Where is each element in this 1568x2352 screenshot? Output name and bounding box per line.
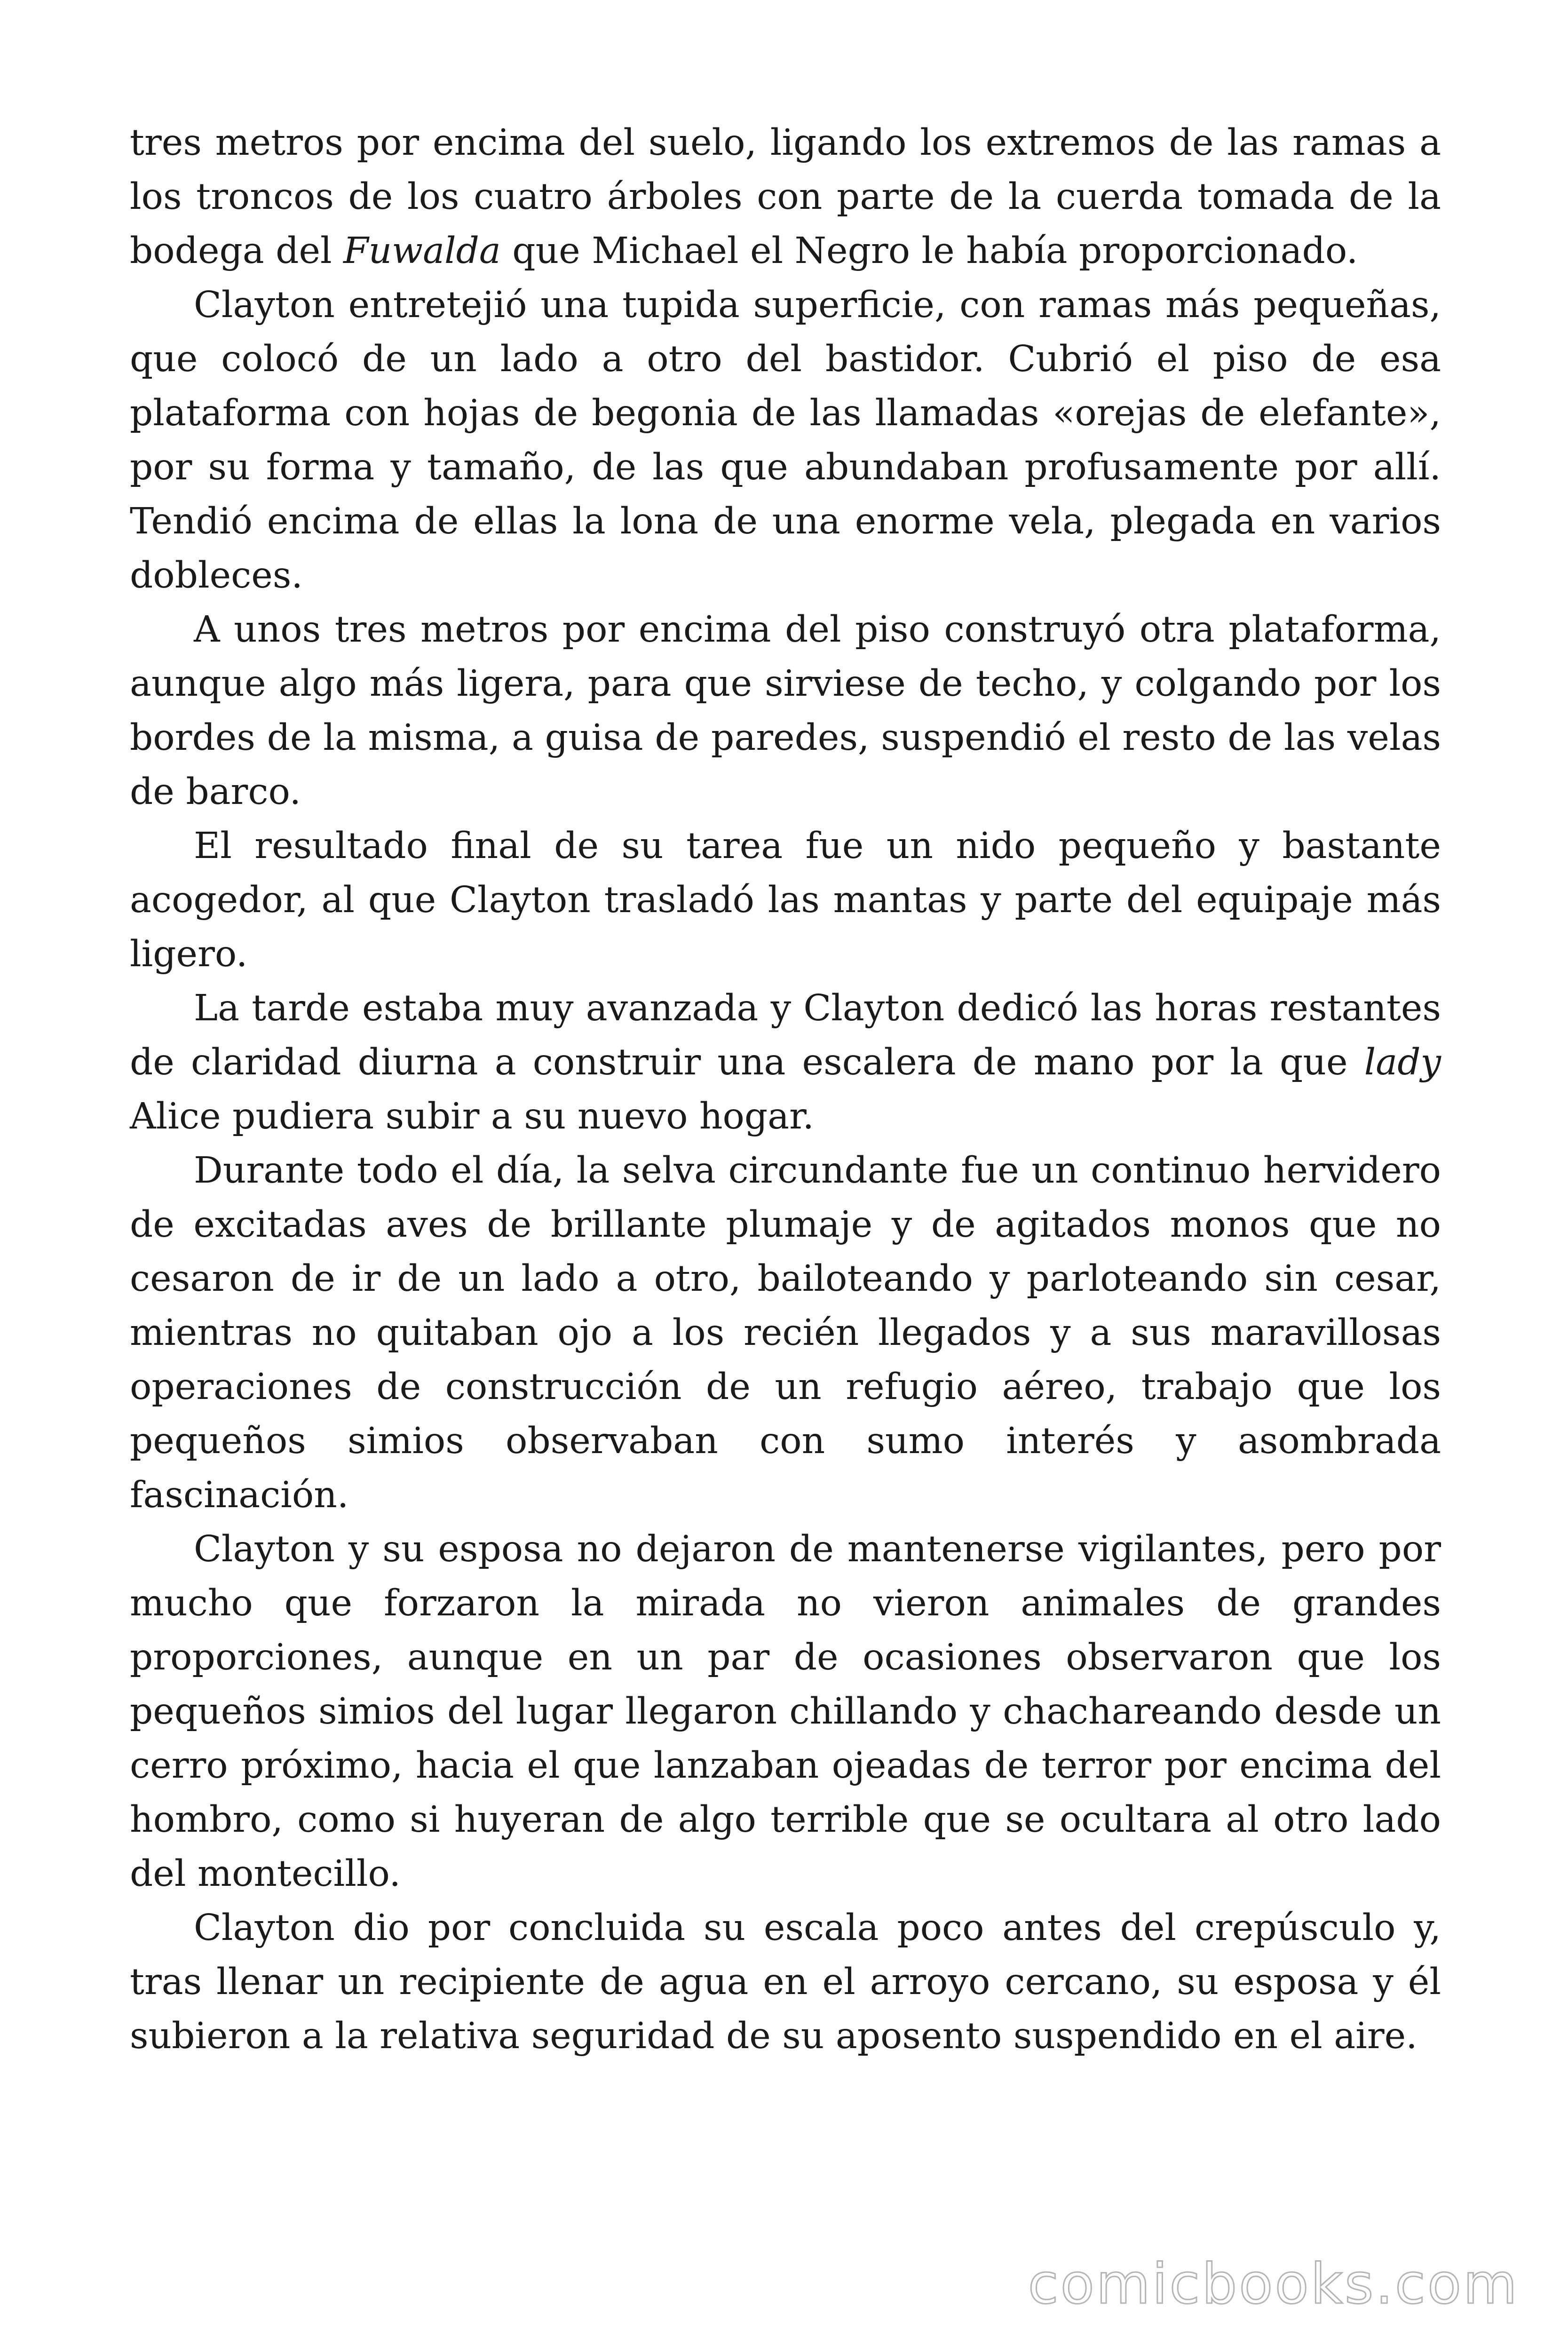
text-segment: La tarde estaba muy avanzada y Clayton dedicó las horas restantes de claridad diurna a construir una escalera de mano por la que <box>130 987 1441 1083</box>
paragraph <box>130 278 1441 603</box>
paragraph <box>130 981 1441 1144</box>
paragraph <box>130 116 1441 278</box>
text-segment: Durante todo el día, la selva circundante fue un continuo hervidero de excitadas aves de brillante plumaje y de agitados monos que no cesaron de ir de un lado a otro, bailoteando y parloteando sin cesar, mientras no quitaban ojo a los recién llegados y a sus maravillosas operaciones de construcción de un refugio aéreo, trabajo que los pequeños simios observaban con sumo interés y asombrada fascinación. <box>130 1150 1441 1516</box>
italic-ship-name: Fuwalda <box>343 230 501 272</box>
paragraph <box>130 1144 1441 1522</box>
paragraph <box>130 1522 1441 1901</box>
book-page-text <box>130 116 1441 2063</box>
watermark: comicbooks.com <box>1028 2251 1519 2316</box>
paragraph <box>130 819 1441 981</box>
paragraph <box>130 603 1441 819</box>
text-segment: Clayton dio por concluida su escala poco antes del crepúsculo y, tras llenar un recipiente de agua en el arroyo cercano, su esposa y él subieron a la relativa seguridad de su aposento suspendido en el aire. <box>130 1907 1441 2057</box>
italic-title-word: lady <box>1364 1041 1441 1083</box>
text-segment: A unos tres metros por encima del piso construyó otra plataforma, aunque algo más ligera, para que sirviese de techo, y colgando por los bordes de la misma, a guisa de paredes, suspendió el resto de las velas de barco. <box>130 609 1441 813</box>
text-segment: El resultado final de su tarea fue un nido pequeño y bastante acogedor, al que Clayton trasladó las mantas y parte del equipaje más ligero. <box>130 825 1441 975</box>
text-segment: que Michael el Negro le había proporcionado. <box>500 230 1358 272</box>
paragraph <box>130 1901 1441 2063</box>
text-segment: Alice pudiera subir a su nuevo hogar. <box>130 1096 814 1137</box>
text-segment: Clayton y su esposa no dejaron de mantenerse vigilantes, pero por mucho que forzaron la mirada no vieron animales de grandes proporciones, aunque en un par de ocasiones observaron que los pequeños simios del lugar llegaron chillando y chachareando desde un cerro próximo, hacia el que lanzaban ojeadas de terror por encima del hombro, como si huyeran de algo terrible que se ocultara al otro lado del montecillo. <box>130 1528 1441 1895</box>
text-segment: tres metros por encima del suelo, ligando los extremos de las ramas a los troncos de los cuatro árboles con parte de la cuerda tomada de la bodega del <box>130 122 1441 272</box>
text-segment: Clayton entretejió una tupida superficie, con ramas más pequeñas, que colocó de un lado a otro del bastidor. Cubrió el piso de esa plataforma con hojas de begonia de las llamadas «orejas de elefante», por su forma y tamaño, de las que abundaban profusamente por allí. Tendió encima de ellas la lona de una enorme vela, plegada en varios dobleces. <box>130 284 1441 596</box>
